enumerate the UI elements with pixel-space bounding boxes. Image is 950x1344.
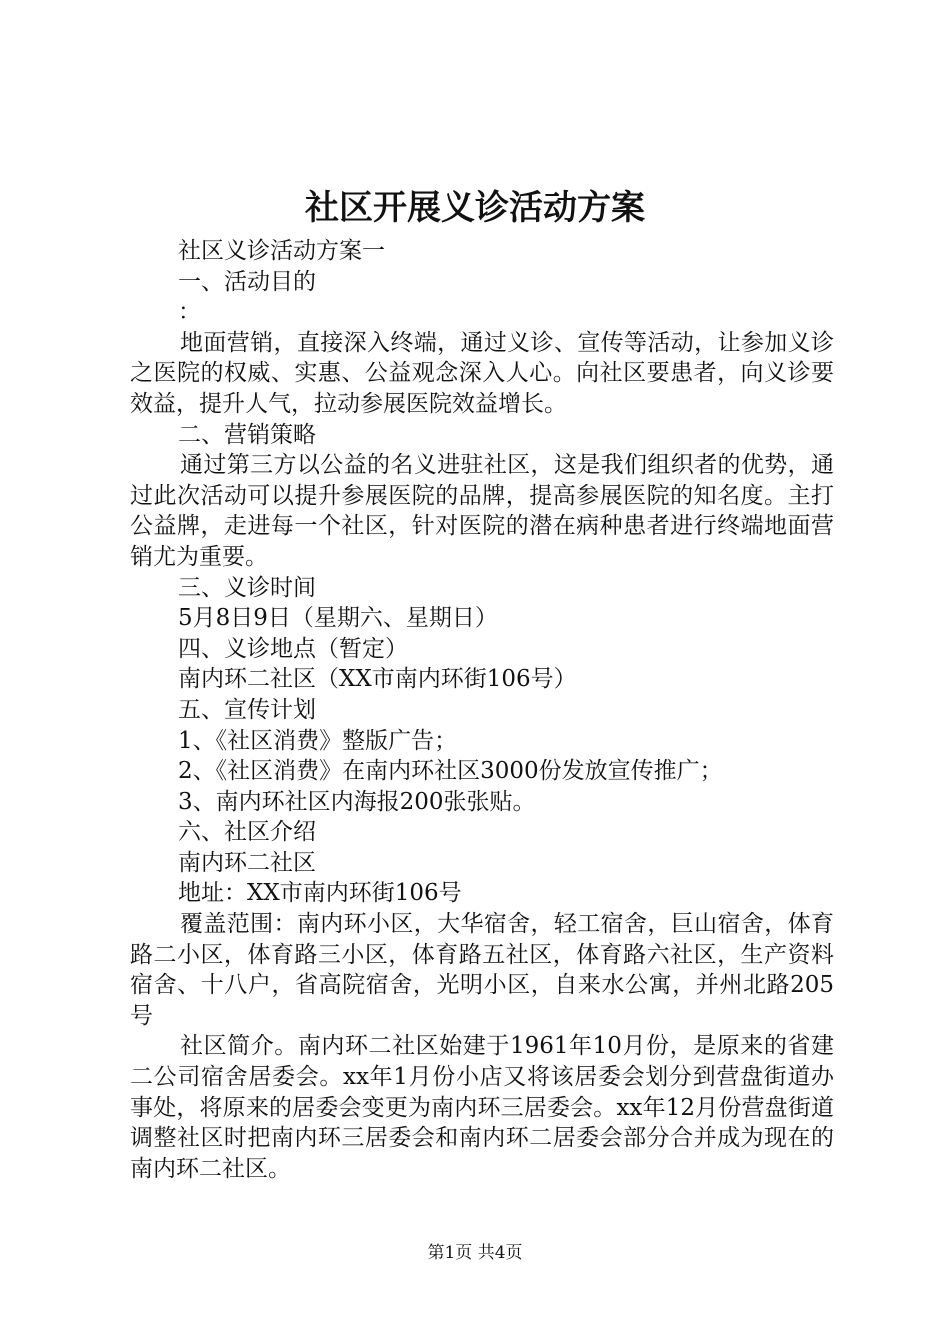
paragraph-introduction: 社区简介。南内环二社区始建于1961年10月份，是原来的省建二公司宿舍居委会。xx年1月份小店又将该居委会划分到营盘街道办事处，将原来的居委会变更为南内环三居委会。xx年12月份营盘街道调整社区时把南内环三居委会和南内环二居委会部分合并成为现在的南内环二社区。 [130, 1033, 834, 1182]
community-address: 地址：XX市南内环街106号 [178, 880, 462, 907]
document-subtitle: 社区义诊活动方案一 [178, 238, 385, 264]
paragraph-coverage: 覆盖范围：南内环小区，大华宿舍，轻工宿舍，巨山宿舍，体育路二小区，体育路三小区，体育路五社区，体育路六社区，生产资料宿舍、十八户，省高院宿舍，光明小区，自来水公寓，并州北路205号 [130, 911, 834, 1029]
section-heading-time: 三、义诊时间 [178, 574, 316, 601]
colon-line: ： [178, 299, 201, 326]
publicity-item-3: 3、南内环社区内海报200张张贴。 [178, 788, 536, 815]
page-footer: 第1页 共4页 [427, 1243, 523, 1263]
page-title: 社区开展义诊活动方案 [305, 188, 645, 228]
section-heading-purpose: 一、活动目的 [178, 268, 316, 295]
document-body [130, 236, 834, 1184]
location-value: 南内环二社区（XX市南内环街106号） [178, 666, 577, 693]
section-heading-community: 六、社区介绍 [178, 819, 316, 846]
time-value: 5月8日9日（星期六、星期日） [178, 605, 498, 632]
section-heading-strategy: 二、营销策略 [178, 421, 316, 448]
publicity-item-1: 1、《社区消费》整版广告； [178, 727, 458, 754]
paragraph-strategy: 通过第三方以公益的名义进驻社区，这是我们组织者的优势，通过此次活动可以提升参展医院的品牌，提高参展医院的知名度。主打公益牌，走进每一个社区，针对医院的潜在病种患者进行终端地面营销尤为重要。 [130, 452, 834, 570]
paragraph-purpose: 地面营销，直接深入终端，通过义诊、宣传等活动，让参加义诊之医院的权威、实惠、公益观念深入人心。向社区要患者，向义诊要效益，提升人气，拉动参展医院效益增长。 [130, 329, 834, 417]
section-heading-publicity: 五、宣传计划 [178, 696, 316, 723]
section-heading-location: 四、义诊地点（暂定） [178, 635, 408, 662]
community-name: 南内环二社区 [178, 849, 316, 876]
publicity-item-2: 2、《社区消费》在南内环社区3000份发放宣传推广； [178, 758, 723, 785]
